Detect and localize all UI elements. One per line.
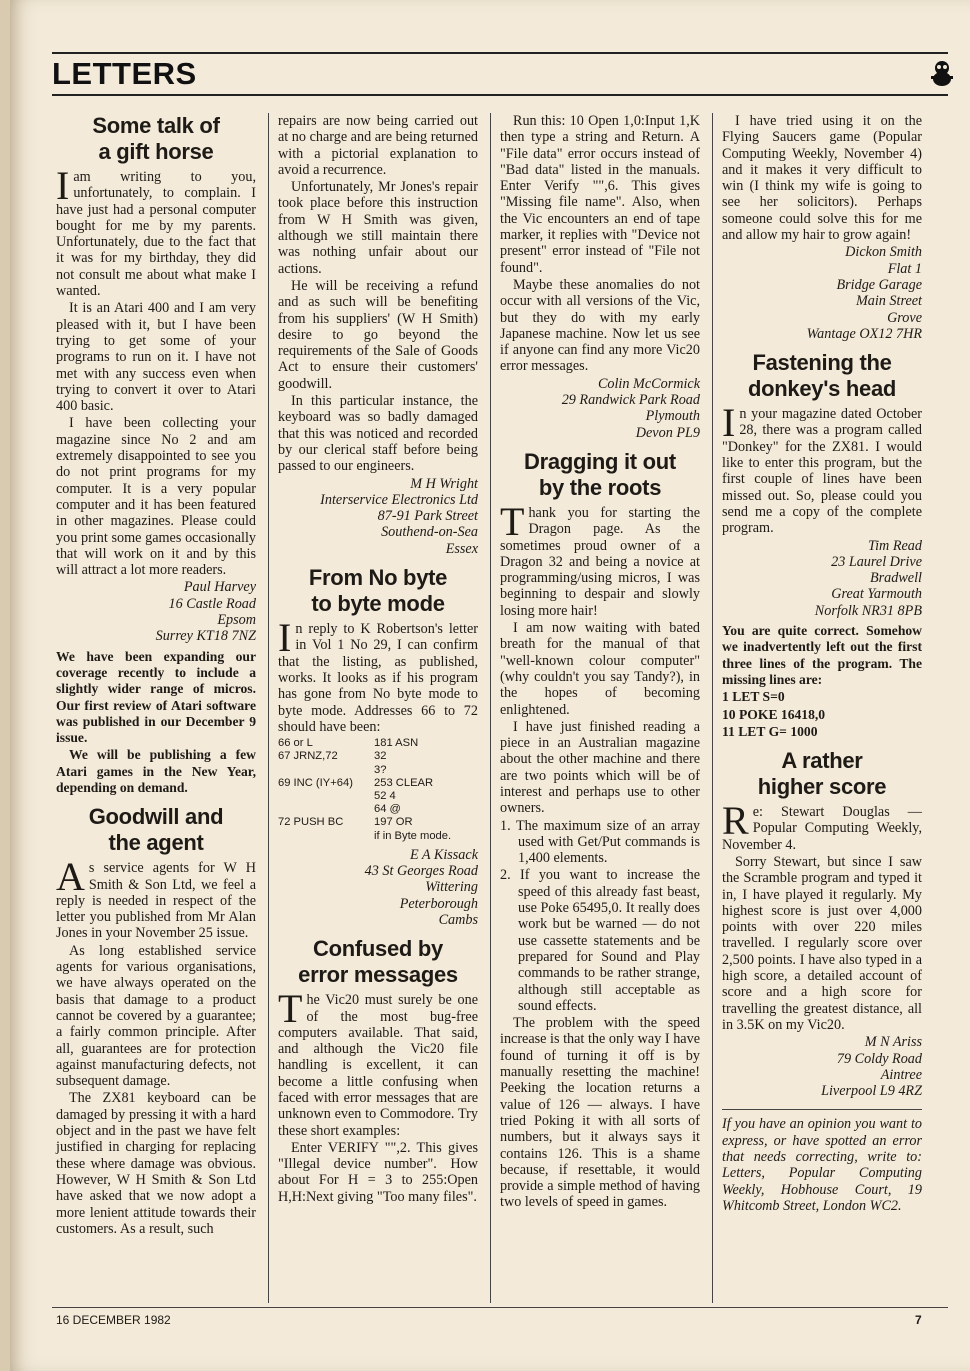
headline-gift-horse: Some talk of a gift horse xyxy=(92,113,220,164)
listing-row: 66 or L 181 ASN xyxy=(278,737,419,750)
headline-error-messages: Confused by error messages xyxy=(298,936,458,988)
issue-date: 16 DECEMBER 1982 xyxy=(56,1313,171,1327)
headline-no-byte: From No byte to byte mode xyxy=(308,565,448,617)
signature: Paul Harvey 16 Castle Road Epsom Surrey KT18 7NZ xyxy=(155,579,256,645)
drop-cap: I xyxy=(278,615,292,661)
column-3 xyxy=(500,113,700,1212)
header-rule xyxy=(52,94,948,96)
letter-paragraph: Run this: 10 Open 1,0:Input 1,K then type a string and Return. A "File data" error occurs instead of "Bad data" listed in the manuals. Enter Verify "",6. This gives "Missing file name". Also, when the Vic encounters an end of tape marker, it replies with "Device not present" error instead of "File not found". xyxy=(500,113,700,276)
signature: Tim Read 23 Laurel Drive Bradwell Great Yarmouth Norfolk NR31 8PB xyxy=(814,537,922,619)
page-number: 7 xyxy=(915,1313,922,1327)
letter-paragraph: The problem with the speed increase is that the only way I have found of turning it off is by manually resetting the machine! Peeking the location returns a value of 126 — always. I have tried Poking it with all sorts of numbers, but it always says it contains 126. This is a shame because, if resettable, it would provide a simple method of having two levels of speed in games. xyxy=(500,1015,700,1211)
column-4 xyxy=(722,113,922,1215)
letter-paragraph: I am now waiting with bated breath for the manual of that "well-known colour computer" (why couldn't you say Tandy?), in the hopes of becoming enlightened. xyxy=(500,620,700,718)
top-rule xyxy=(52,52,948,54)
listing-row: 52 4 xyxy=(374,789,396,802)
letter-paragraph: Re: Stewart Douglas — Popular Computing Weekly, November 4. xyxy=(722,798,922,853)
listing-row: 64 @ xyxy=(374,803,401,816)
letter-paragraph: repairs are now being carried out at no charge and are being returned with a pictorial explanation to avoid a recurrence. xyxy=(278,113,478,178)
headline-higher-score: A rather higher score xyxy=(757,748,887,800)
letter-paragraph: As long established service agents for various organisations, we have always operated on the basis that damage to a product cannot be covered by a guarantee; a fairly common principle. After all, guarantees are for protection against manufacturing defects, not subsequent damage. xyxy=(56,942,256,1090)
letter-paragraph: The Vic20 must surely be one of the most bug-free computers available. That said, and although the Vic20 file handling is excellent, it can become a little confusing when faced with error messages that are unknown even to Commodore. Try these short examples: xyxy=(278,986,478,1139)
letter-paragraph: Thank you for starting the Dragon page. As the sometimes proud owner of a Dragon 32 and being a novice at programming/using micros, I was beginning to despair and slowly losing more hair! xyxy=(500,498,700,619)
letter-paragraph: In your magazine dated October 28, there was a program called "Donkey" for the ZX81. I would like to enter this program, but the first couple of lines have been missed out. So, please could you send me a copy of the complete program. xyxy=(722,400,922,537)
letter-paragraph: Enter VERIFY "",2. This gives "Illegal device number". How about For H = 3 to 255:Open H,H:Next giving "Too many files". xyxy=(278,1139,478,1205)
drop-cap: A xyxy=(56,854,85,900)
column-2 xyxy=(278,113,478,1206)
submission-note: If you have an opinion you want to express, or have spotted an error that needs correcting, write to: Letters, Popular Computing Weekly, Hobhouse Court, 19 Whitcomb Street, London WC2. xyxy=(722,1109,922,1214)
list-item: 2. If you want to increase the speed of this already fast beast, use Poke 65495,0. It really does work but be warned — do not use cassette statements and be prepared for Sound and Play commands to be rather strange, although still acceptable as sound effects. xyxy=(500,867,700,1014)
letter-paragraph: Sorry Stewart, but since I saw the Scramble program and typed it in, I have played it regularly. My highest score is just over 4,000 points with over 220 miles travelled. I regularly score over 2,500 points. I have also typed in a high score, a detailed account of score and a high score for travelling the greatest distance, all in 3.5K on my Vic20. xyxy=(722,853,922,1033)
letter-paragraph: Maybe these anomalies do not occur with all versions of the Vic, but they do with my early Japanese machine. Now let us see if anyone can find any more Vic20 error messages. xyxy=(500,276,700,375)
column-1 xyxy=(56,113,256,1238)
footer-rule xyxy=(52,1307,948,1308)
listing-row: 67 JRNZ,72 32 xyxy=(278,750,387,763)
section-header xyxy=(52,56,957,94)
letter-paragraph: In this particular instance, the keyboard was so badly damaged that this was noticed and recorded by our clerical staff before being passed to our engineers. xyxy=(278,393,478,475)
letter-paragraph: Iam writing to you, unfortunately, to complain. I have just had a personal computer bought for me by my parents. Unfortunately, due to the fact that it was for my birthday, they did not consult me about what make I wanted. xyxy=(56,163,256,300)
letter-paragraph: I have just finished reading a piece in an Australian magazine about the other machine and there are two points which will be of interest and perhaps use to other owners. xyxy=(500,718,700,817)
listing-row: 69 INC (IY+64) 253 CLEAR xyxy=(278,776,434,789)
editor-reply: We have been expanding our coverage recently to include a slightly wider range of micros. Our first review of Atari software was published in our December 9 issue. We will be publishing a few Atari games in the New Year, depending on demand. xyxy=(56,648,256,795)
letter-paragraph: In reply to K Robertson's letter in Vol 1 No 29, I can confirm that the listing, as published, works. It looks as if his program has gone from No byte mode to byte mode. Addresses 66 to 72 should have been: xyxy=(278,615,478,735)
code-listing xyxy=(278,737,478,843)
signature: Dickon Smith Flat 1 Bridge Garage Main Street Grove Wantage OX12 7HR xyxy=(806,244,922,342)
signature: M H Wright Interservice Electronics Ltd 87-91 Park Street Southend-on-Sea Essex xyxy=(320,475,478,557)
letter-paragraph: It is an Atari 400 and I am very pleased with it, but I have been trying to get some of your programs to run on it. I have not met with any success even when trying to convert it over to Atari 400 basic. xyxy=(56,300,256,415)
drop-cap: I xyxy=(722,400,736,446)
letter-paragraph: As service agents for W H Smith & Son Ltd, we feel a reply is needed in respect of the letter you published from Mr Alan Jones in your November 25 issue. xyxy=(56,854,256,942)
magazine-page xyxy=(10,0,970,1371)
section-title: LETTERS xyxy=(52,56,197,91)
drop-cap: R xyxy=(722,798,749,844)
editor-reply: You are quite correct. Somehow we inadvertently left out the first three lines of the program. The missing lines are: 1 LET S=0 10 POKE 16418,0 11 LET G= 1000 xyxy=(722,623,922,739)
drop-cap: T xyxy=(278,986,303,1032)
headline-goodwill: Goodwill and the agent xyxy=(88,804,224,856)
column-rule xyxy=(712,113,713,1303)
signature: Colin McCormick 29 Randwick Park Road Plymouth Devon PL9 xyxy=(561,375,700,441)
letter-paragraph: He will be receiving a refund and as such will be benefiting from his suppliers' (W H Smith) desire to go beyond the requirements of the Sale of Goods Act to ensure their customers' goodwill. xyxy=(278,277,478,392)
headline-donkey: Fastening the donkey's head xyxy=(747,350,897,402)
listing-row: if in Byte mode. xyxy=(374,829,452,842)
letter-paragraph: I have been collecting your magazine since No 2 and am extremely disappointed to see you do not print programs for my computer. It is a very popular computer and it has been featured in other magazines. Please could you print some games occasionally that will work on it and by this will attract a lot more readers. xyxy=(56,415,256,579)
signature: E A Kissack 43 St Georges Road Wittering Peterborough Cambs xyxy=(364,846,478,928)
drop-cap: T xyxy=(500,498,525,544)
signature: M N Ariss 79 Coldy Road Aintree Liverpool L9 4RZ xyxy=(821,1034,922,1100)
headline-dragging: Dragging it out by the roots xyxy=(524,448,676,500)
list-item: 1. The maximum size of an array used with Get/Put commands is 1,400 elements. xyxy=(500,817,700,867)
mascot-icon xyxy=(927,58,957,88)
column-rule xyxy=(490,113,491,1303)
listing-row: 72 PUSH BC 197 OR xyxy=(278,816,413,829)
letter-paragraph: The ZX81 keyboard can be damaged by pressing it with a hard object and in the past we have felt justified in charging for replacing these where damage was obvious. However, W H Smith & Son Ltd have asked that we now adopt a more lenient attitude towards their customers. As a result, such xyxy=(56,1090,256,1237)
column-rule xyxy=(268,113,269,1303)
listing-row: 3? xyxy=(374,763,387,776)
drop-cap: I xyxy=(56,163,70,208)
letter-paragraph: Unfortunately, Mr Jones's repair took place before this instruction from W H Smith was given, although we still maintain there was nothing unfair about our actions. xyxy=(278,179,478,277)
letter-paragraph: I have tried using it on the Flying Saucers game (Popular Computing Weekly, November 4) and it makes it very difficult to win (I think my wife is going to see her solicitors). Perhaps someone could solve this for me and allow my hair to grow again! xyxy=(722,113,922,244)
tips-list xyxy=(500,818,700,1015)
